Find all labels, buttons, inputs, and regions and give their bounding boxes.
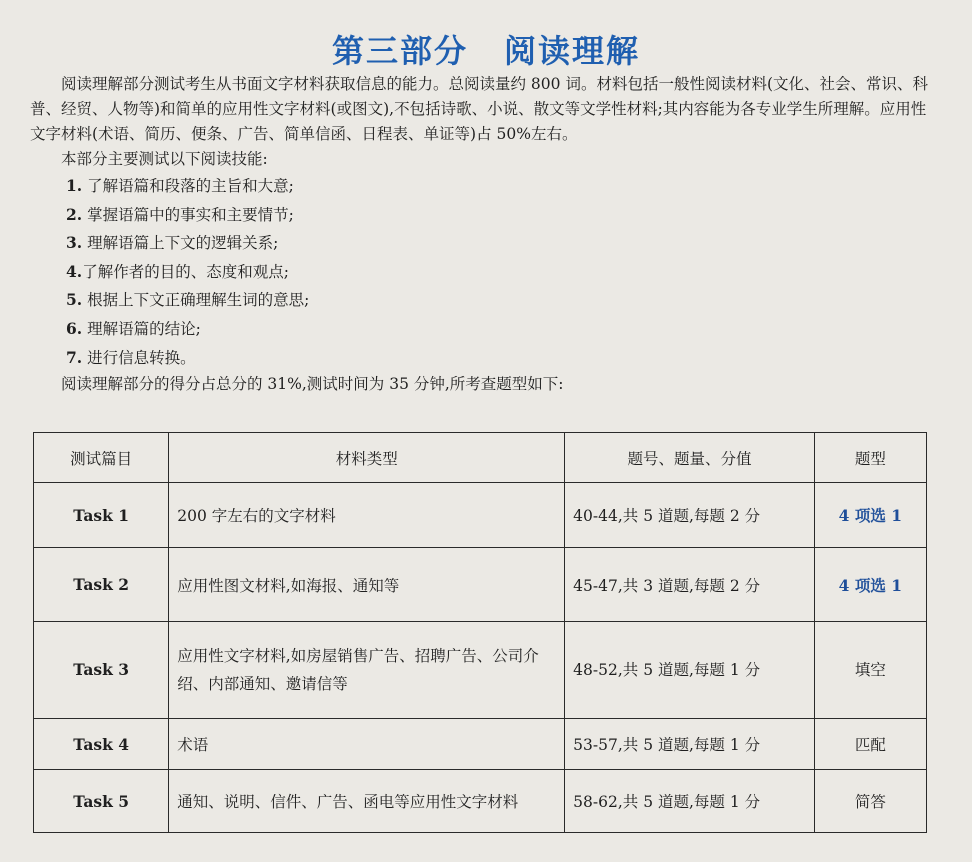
questions-cell: 53-57,共 5 道题,每题 1 分 bbox=[565, 719, 815, 770]
skills-heading: 本部分主要测试以下阅读技能: bbox=[61, 150, 268, 168]
skill-item: 5. 根据上下文正确理解生词的意思; bbox=[66, 290, 310, 310]
skill-item: 4.了解作者的目的、态度和观点; bbox=[66, 261, 289, 281]
questions-cell: 58-62,共 5 道题,每题 1 分 bbox=[565, 770, 815, 833]
table-row bbox=[34, 483, 927, 548]
section-title bbox=[0, 26, 972, 72]
material-cell: 200 字左右的文字材料 bbox=[169, 483, 565, 548]
task-cell: Task 2 bbox=[34, 548, 169, 622]
type-cell: 匹配 bbox=[814, 719, 926, 770]
skill-item: 2. 掌握语篇中的事实和主要情节; bbox=[66, 204, 294, 224]
skills-list bbox=[30, 172, 940, 372]
task-cell: Task 4 bbox=[34, 719, 169, 770]
skill-item: 6. 理解语篇的结论; bbox=[66, 318, 201, 338]
section-title-part: 第三部分 bbox=[331, 32, 468, 70]
header-material: 材料类型 bbox=[169, 433, 565, 483]
task-cell: Task 1 bbox=[34, 483, 169, 548]
table-row bbox=[34, 770, 927, 833]
type-cell: 简答 bbox=[814, 770, 926, 833]
table-row bbox=[34, 548, 927, 622]
task-cell: Task 5 bbox=[34, 770, 169, 833]
header-task: 测试篇目 bbox=[34, 433, 169, 483]
test-format-table bbox=[33, 432, 927, 833]
material-cell: 应用性图文材料,如海报、通知等 bbox=[169, 548, 565, 622]
questions-cell: 45-47,共 3 道题,每题 2 分 bbox=[565, 548, 815, 622]
intro-paragraph: 阅读理解部分测试考生从书面文字材料获取信息的能力。总阅读量约 800 词。材料包括一般性阅读材料(文化、社会、常识、科普、经贸、人物等)和简单的应用性文字材料(或图文),不包括诗歌、小说、散文等文学性材料;其内容能为各专业学生所理解。应用性文字材料(术语、简历、便条、广告、简单信函、日程表、单证等)占 50%左右。 bbox=[30, 75, 928, 143]
skill-item: 7. 进行信息转换。 bbox=[66, 347, 196, 367]
material-cell: 通知、说明、信件、广告、函电等应用性文字材料 bbox=[169, 770, 565, 833]
header-questions: 题号、题量、分值 bbox=[565, 433, 815, 483]
type-cell: 4 项选 1 bbox=[814, 483, 926, 548]
table-header-row bbox=[34, 433, 927, 483]
task-cell: Task 3 bbox=[34, 622, 169, 719]
type-cell: 填空 bbox=[814, 622, 926, 719]
material-cell: 应用性文字材料,如房屋销售广告、招聘广告、公司介绍、内部通知、邀请信等 bbox=[169, 622, 565, 719]
section-title-name: 阅读理解 bbox=[504, 32, 641, 70]
intro-block bbox=[30, 72, 940, 397]
questions-cell: 48-52,共 5 道题,每题 1 分 bbox=[565, 622, 815, 719]
material-cell: 术语 bbox=[169, 719, 565, 770]
header-type: 题型 bbox=[814, 433, 926, 483]
skill-item: 3. 理解语篇上下文的逻辑关系; bbox=[66, 233, 279, 253]
questions-cell: 40-44,共 5 道题,每题 2 分 bbox=[565, 483, 815, 548]
skill-item: 1. 了解语篇和段落的主旨和大意; bbox=[66, 176, 294, 195]
table-row bbox=[34, 622, 927, 719]
type-cell: 4 项选 1 bbox=[814, 548, 926, 622]
table-row bbox=[34, 719, 927, 770]
closing-paragraph: 阅读理解部分的得分占总分的 31%,测试时间为 35 分钟,所考查题型如下: bbox=[61, 375, 564, 394]
